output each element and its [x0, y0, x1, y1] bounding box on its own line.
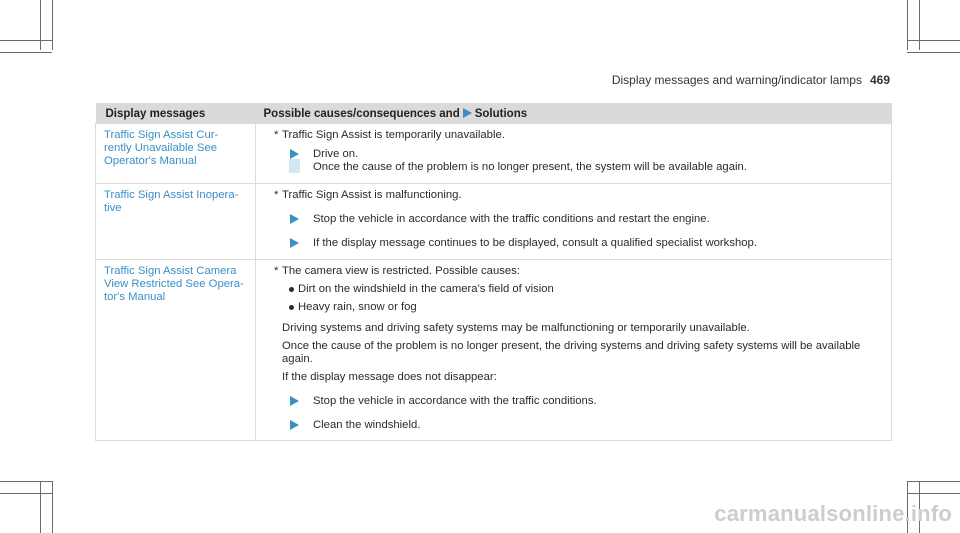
play-arrow-icon [290, 420, 299, 430]
cause-text: Traffic Sign Assist is malfunctioning. [282, 189, 462, 201]
paragraph: If the display message does not disappear: [282, 371, 497, 383]
crop-mark [0, 493, 52, 494]
display-message-link[interactable]: Traffic Sign Assist Cur- rently Unavailable See Operator's Manual [104, 129, 219, 167]
solution-step [282, 395, 883, 408]
cause-item [264, 189, 883, 202]
display-messages-table [95, 103, 892, 441]
play-arrow-icon [290, 238, 299, 248]
cause-text: Traffic Sign Assist is temporarily unavailable. [282, 129, 505, 141]
solution-cell [256, 124, 892, 184]
step-text: If the display message continues to be displayed, consult a qualified specialist workshop. [313, 237, 757, 249]
play-arrow-icon [290, 214, 299, 224]
cause-text: The camera view is restricted. Possible causes: [282, 265, 520, 277]
list-item [264, 301, 883, 314]
crop-mark [40, 0, 41, 50]
asterisk-marker: * [274, 129, 279, 141]
step-text: Drive on. [313, 148, 359, 160]
crop-mark [52, 0, 53, 50]
crop-mark [907, 52, 960, 53]
list-item-text: Heavy rain, snow or fog [298, 301, 417, 313]
watermark: carmanualsonline.info [714, 501, 952, 526]
play-arrow-icon [290, 149, 299, 159]
cause-item [264, 129, 883, 142]
paragraph: Driving systems and driving safety systems may be malfunctioning or temporarily unavailable. [282, 322, 750, 334]
paragraph: Once the cause of the problem is no longer present, the driving systems and driving safety systems will be available again. [282, 340, 861, 365]
step-text: Clean the windshield. [313, 419, 421, 431]
step-text: Stop the vehicle in accordance with the traffic conditions and restart the engine. [313, 213, 710, 225]
column-header-solutions-text: Solutions [474, 107, 528, 120]
bullet-dot-icon [289, 305, 294, 310]
display-message-cell [96, 260, 256, 441]
display-message-link[interactable]: Traffic Sign Assist Camera View Restricted See Opera- tor's Manual [104, 265, 244, 303]
crop-mark [0, 481, 52, 482]
crop-mark [907, 0, 908, 50]
play-arrow-icon [463, 108, 472, 118]
list-item-text: Dirt on the windshield in the camera's field of vision [298, 283, 554, 295]
crop-mark [52, 481, 53, 533]
solution-step [282, 148, 883, 174]
solution-step [282, 213, 883, 226]
column-header-causes-text: Possible causes/consequences and [263, 107, 460, 120]
step-text: Stop the vehicle in accordance with the traffic conditions. [313, 395, 597, 407]
crop-mark [40, 481, 41, 533]
list-item [264, 283, 883, 296]
step-detail-text: Once the cause of the problem is no longer present, the system will be available again. [313, 161, 747, 173]
solution-step [282, 419, 883, 432]
table-row [96, 184, 892, 260]
display-message-link[interactable]: Traffic Sign Assist Inopera- tive [104, 189, 239, 214]
crop-mark [0, 52, 52, 53]
crop-mark [919, 0, 920, 50]
play-arrow-icon [290, 396, 299, 406]
solution-cell [256, 260, 892, 441]
asterisk-marker: * [274, 189, 279, 201]
crop-mark [0, 40, 52, 41]
table-row [96, 260, 892, 441]
asterisk-marker: * [274, 265, 279, 277]
solution-cell [256, 184, 892, 260]
page-number: 469 [869, 73, 890, 87]
running-header [612, 73, 890, 87]
table-row [96, 124, 892, 184]
solution-step [282, 237, 883, 250]
column-header-messages: Display messages [96, 103, 256, 124]
cause-item [264, 265, 883, 278]
bullet-dot-icon [289, 287, 294, 292]
column-header-causes [256, 103, 892, 124]
crop-mark [907, 40, 960, 41]
running-title: Display messages and warning/indicator lamps [611, 73, 862, 87]
display-message-cell [96, 184, 256, 260]
table-header-row [96, 103, 892, 124]
crop-mark [907, 481, 960, 482]
display-message-cell [96, 124, 256, 184]
crop-mark [907, 493, 960, 494]
